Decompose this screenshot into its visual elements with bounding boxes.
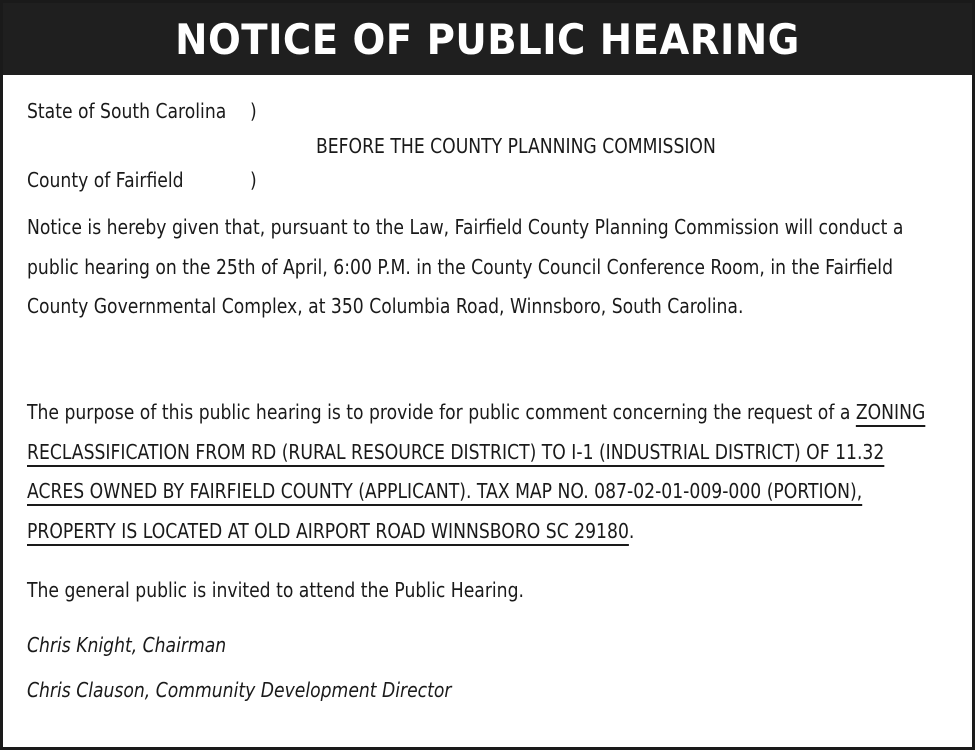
hearing-details-paragraph: Notice is hereby given that, pursuant to the Law, Fairfield County Planning Commission will conduct a public hearing on the 25th of April, 6:00 P.M. in the County Council Conference Room, in the Fairfield County Governmental Complex, at 350 Columbia Road, Winnsboro, South Carolina. [27,215,904,318]
state-paren: ) [250,99,257,123]
state-label: State of South Carolina [27,99,227,123]
title-bar [3,3,972,75]
county-paren: ) [250,168,257,192]
purpose-paragraph [27,393,939,551]
commission-heading: BEFORE THE COUNTY PLANNING COMMISSION [316,134,716,158]
notice-title: NOTICE OF PUBLIC HEARING [175,14,800,64]
signature-director: Chris Clauson, Community Development Director [27,678,452,702]
purpose-suffix: . [628,518,635,543]
signature-chairman: Chris Knight, Chairman [27,633,227,657]
zoning-request-text: ZONING RECLASSIFICATION FROM RD (RURAL RESOURCE DISTRICT) TO I-1 (INDUSTRIAL DISTRICT) OF 11.32 ACRES OWNED BY FAIRFIELD COUNTY (APPLICANT). TAX MAP NO. 087-02-01-009-000 (PORTION), PROPERTY IS LOCATED AT OLD AIRPORT ROAD WINNSBORO SC 29180 [27,400,926,543]
invitation-paragraph: The general public is invited to attend the Public Hearing. [27,578,524,602]
county-label: County of Fairfield [27,168,184,192]
purpose-prefix: The purpose of this public hearing is to provide for public comment concerning the request of a [27,400,856,424]
